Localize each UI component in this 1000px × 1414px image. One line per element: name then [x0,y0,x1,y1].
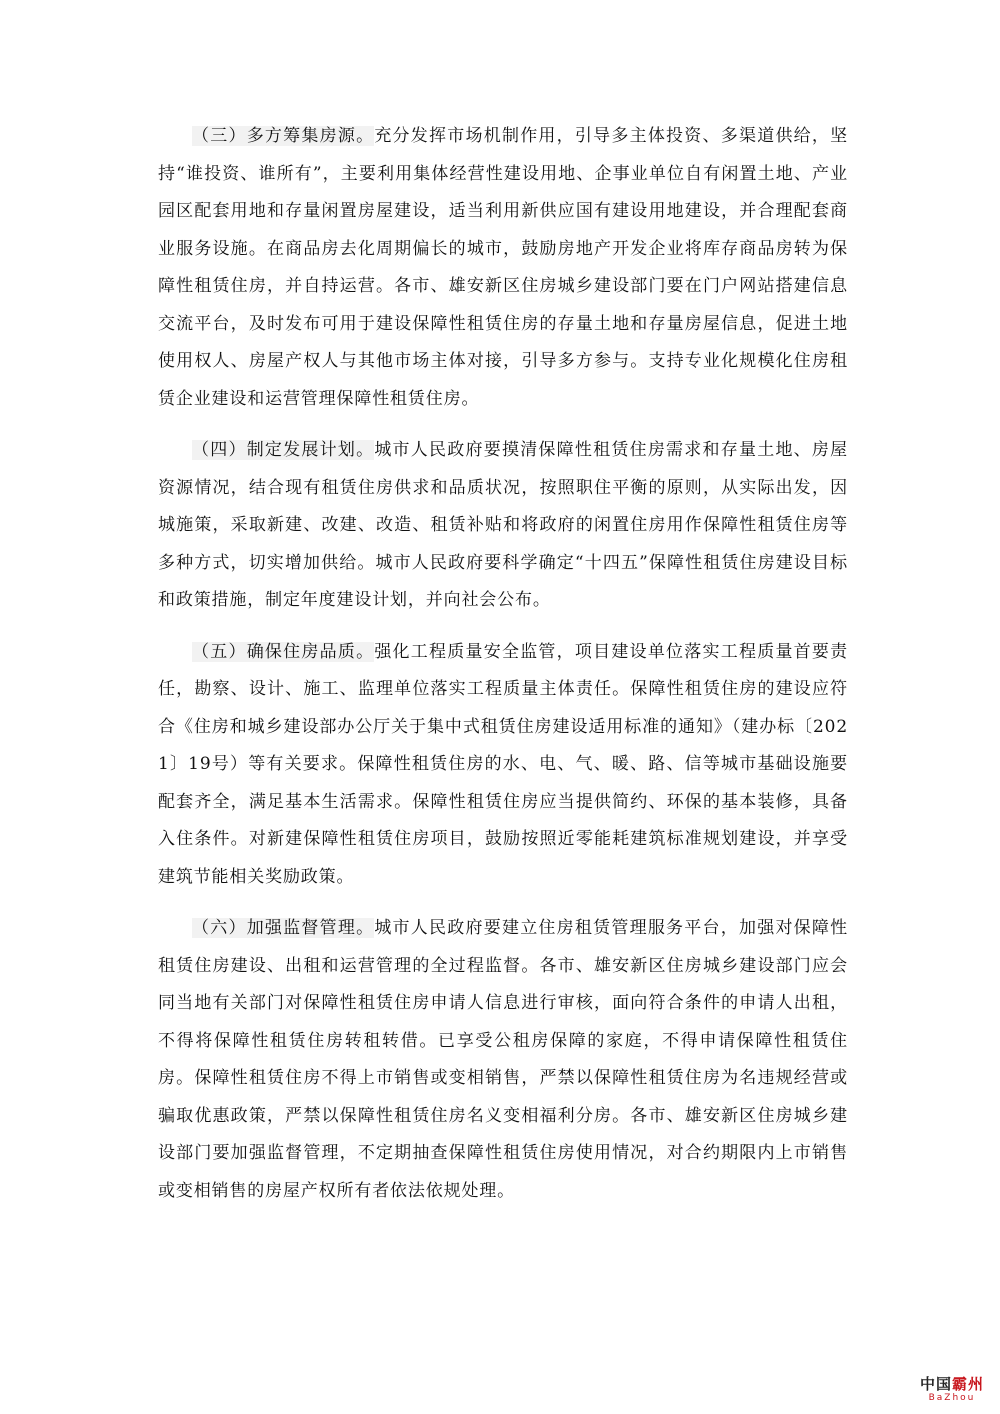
site-watermark-logo [920,1375,984,1404]
watermark-subtitle: BaZhou [928,1393,976,1403]
paragraph-six [158,910,848,1210]
watermark-title [920,1375,984,1393]
paragraph-five-text: 强化工程质量安全监管，项目建设单位落实工程质量首要责任，勘察、设计、施工、监理单位落实工程质量主体责任。保障性租赁住房的建设应符合《住房和城乡建设部办公厅关于集中式租赁住房建设适用标准的通知》（建办标〔2021〕19号）等有关要求。保障性租赁住房的水、电、气、暖、路、信等城市基础设施要配套齐全，满足基本生活需求。保障性租赁住房应当提供简约、环保的基本装修，具备入住条件。对新建保障性租赁住房项目，鼓励按照近零能耗建筑标准规划建设，并享受建筑节能相关奖励政策。 [158,641,848,887]
paragraph-six-heading: （六）加强监督管理。 [192,918,375,938]
paragraph-four-heading: （四）制定发展计划。 [192,440,375,460]
watermark-title-dark: 中国 [919,1375,952,1393]
paragraph-five-heading: （五）确保住房品质。 [192,641,375,662]
paragraph-three [158,118,848,418]
paragraph-three-heading: （三）多方筹集房源。 [192,126,375,146]
paragraph-three-text: 充分发挥市场机制作用，引导多主体投资、多渠道供给，坚持“谁投资、谁所有”，主要利用集体经营性建设用地、企事业单位自有闲置土地、产业园区配套用地和存量闲置房屋建设，适当利用新供应国有建设用地建设，并合理配套商业服务设施。在商品房去化周期偏长的城市，鼓励房地产开发企业将库存商品房转为保障性租赁住房，并自持运营。各市、雄安新区住房城乡建设部门要在门户网站搭建信息交流平台，及时发布可用于建设保障性租赁住房的存量土地和存量房屋信息，促进土地使用权人、房屋产权人与其他市场主体对接，引导多方参与。支持专业化规模化住房租赁企业建设和运营管理保障性租赁住房。 [158,126,848,409]
watermark-title-red: 霸州 [951,1375,984,1393]
paragraph-six-text: 城市人民政府要建立住房租赁管理服务平台，加强对保障性租赁住房建设、出租和运营管理的全过程监督。各市、雄安新区住房城乡建设部门应会同当地有关部门对保障性租赁住房申请人信息进行审核，面向符合条件的申请人出租，不得将保障性租赁住房转租转借。已享受公租房保障的家庭，不得申请保障性租赁住房。保障性租赁住房不得上市销售或变相销售，严禁以保障性租赁住房为名违规经营或骗取优惠政策，严禁以保障性租赁住房名义变相福利分房。各市、雄安新区住房城乡建设部门要加强监督管理，不定期抽查保障性租赁住房使用情况，对合约期限内上市销售或变相销售的房屋产权所有者依法依规处理。 [158,918,848,1201]
paragraph-four [158,432,848,620]
document-body [158,118,848,1210]
paragraph-four-text: 城市人民政府要摸清保障性租赁住房需求和存量土地、房屋资源情况，结合现有租赁住房供求和品质状况，按照职住平衡的原则，从实际出发，因城施策，采取新建、改建、改造、租赁补贴和将政府的闲置住房用作保障性租赁住房等多种方式，切实增加供给。城市人民政府要科学确定“十四五”保障性租赁住房建设目标和政策措施，制定年度建设计划，并向社会公布。 [158,440,848,610]
paragraph-five [158,634,848,897]
